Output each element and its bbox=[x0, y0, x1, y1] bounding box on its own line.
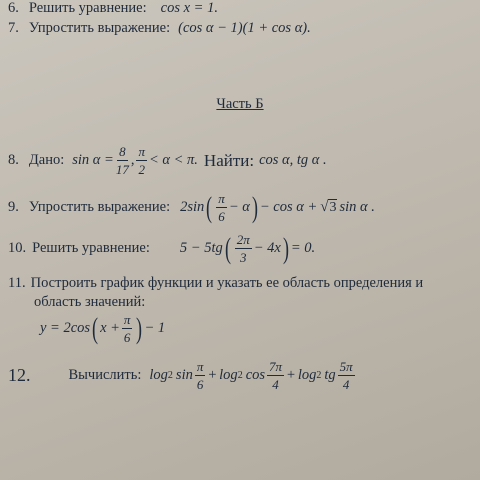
math-expression: y = 2cos bbox=[40, 320, 91, 336]
problem-11-line-1 bbox=[8, 275, 423, 292]
denominator: 6 bbox=[123, 330, 131, 345]
math-expression: sin α . bbox=[339, 199, 375, 215]
section-title: Часть Б bbox=[216, 96, 264, 112]
problem-number: 12. bbox=[8, 365, 31, 385]
numerator: π bbox=[196, 359, 204, 374]
numerator: 8 bbox=[119, 144, 126, 159]
problem-12 bbox=[8, 360, 357, 391]
problem-11-formula: y = 2cos ( x + $\frac{\pi}{6}$ ) − 1 bbox=[40, 311, 166, 345]
denominator: 3 bbox=[239, 250, 247, 265]
problem-6 bbox=[8, 0, 218, 17]
fraction bbox=[136, 145, 147, 176]
log-base: 2 bbox=[316, 370, 322, 381]
math-expression: − 1 bbox=[144, 320, 166, 336]
fraction bbox=[122, 313, 133, 344]
denominator: 6 bbox=[196, 377, 204, 392]
problem-label: Вычислить: bbox=[68, 367, 142, 383]
find-label: Найти: bbox=[203, 150, 255, 170]
problem-label: Решить уравнение: bbox=[28, 0, 147, 16]
denominator: 6 bbox=[218, 209, 225, 224]
math-expression: 2sin bbox=[180, 199, 205, 215]
problem-9: 9. Упростить выражение: 2sin ( $\frac{\pi}{6}$ − α ) − cos α + √ 3 sin α . bbox=[8, 190, 375, 224]
problem-number: 8. bbox=[8, 152, 19, 168]
math-expression: 5 − 5tg bbox=[179, 240, 223, 256]
problem-text: область значений: bbox=[34, 294, 146, 310]
denominator: 17 bbox=[115, 162, 129, 177]
math-expression: < α < π. bbox=[148, 152, 198, 168]
fraction bbox=[235, 233, 252, 264]
log-base: 2 bbox=[237, 370, 243, 381]
problem-7 bbox=[8, 20, 311, 37]
fraction bbox=[116, 145, 129, 176]
math-expression: sin α = bbox=[72, 152, 114, 168]
fraction bbox=[267, 360, 284, 391]
math-expression: − α bbox=[228, 199, 250, 215]
problem-number: 9. bbox=[8, 199, 19, 215]
problem-number: 10. bbox=[8, 240, 27, 256]
numerator: π bbox=[218, 191, 225, 206]
math-expression: = 0. bbox=[290, 240, 316, 256]
problem-text: Построить график функции и указать ее область определения и bbox=[30, 275, 424, 291]
plus-sign: + bbox=[207, 367, 218, 383]
numerator: 7π bbox=[269, 359, 283, 374]
math-expression: log bbox=[297, 367, 317, 383]
problem-8: 8. Дано: sin α = $\frac{8}{17}$ , $\frac{\pi}{2}$ < α < π. Найти: cos α, tg α . bbox=[8, 144, 327, 177]
problem-label: Упростить выражение: bbox=[28, 20, 171, 36]
numerator: 5π bbox=[339, 359, 353, 374]
problem-number: 7. bbox=[8, 20, 19, 36]
square-root: √ 3 bbox=[320, 199, 337, 215]
fraction bbox=[195, 360, 206, 391]
math-expression: cos α, tg α . bbox=[259, 152, 327, 168]
math-expression: tg bbox=[324, 367, 336, 383]
math-expression: − 4x bbox=[253, 240, 281, 256]
problem-label: Упростить выражение: bbox=[28, 199, 171, 215]
plus-sign: + bbox=[286, 367, 296, 383]
math-expression: cos x = 1. bbox=[160, 0, 218, 16]
problem-label: Дано: bbox=[28, 152, 65, 168]
problem-label: Решить уравнение: bbox=[32, 240, 150, 256]
problem-10: 10. Решить уравнение: 5 − 5tg ( $\frac{2\pi}{3}$ − 4x ) = 0. bbox=[8, 231, 316, 265]
numerator: π bbox=[138, 144, 145, 159]
numerator: 2π bbox=[236, 232, 250, 247]
denominator: 4 bbox=[272, 377, 279, 392]
math-expression: log bbox=[219, 367, 238, 383]
math-expression: (cos α − 1)(1 + cos α). bbox=[178, 20, 311, 36]
math-expression: log bbox=[149, 367, 168, 383]
problem-11-line-2 bbox=[34, 294, 145, 311]
fraction bbox=[338, 360, 355, 391]
problem-number: 6. bbox=[8, 0, 19, 16]
math-expression: − cos α + bbox=[259, 199, 318, 215]
denominator: 4 bbox=[342, 377, 350, 392]
radicand: 3 bbox=[329, 200, 337, 215]
fraction bbox=[216, 192, 227, 223]
numerator: π bbox=[123, 312, 131, 327]
math-expression: sin bbox=[175, 367, 193, 383]
section-heading bbox=[0, 96, 480, 113]
math-expression: cos bbox=[245, 367, 266, 383]
math-expression: x + bbox=[100, 320, 120, 336]
problem-number: 11. bbox=[8, 275, 26, 291]
log-base: 2 bbox=[167, 370, 173, 381]
denominator: 2 bbox=[138, 162, 145, 177]
